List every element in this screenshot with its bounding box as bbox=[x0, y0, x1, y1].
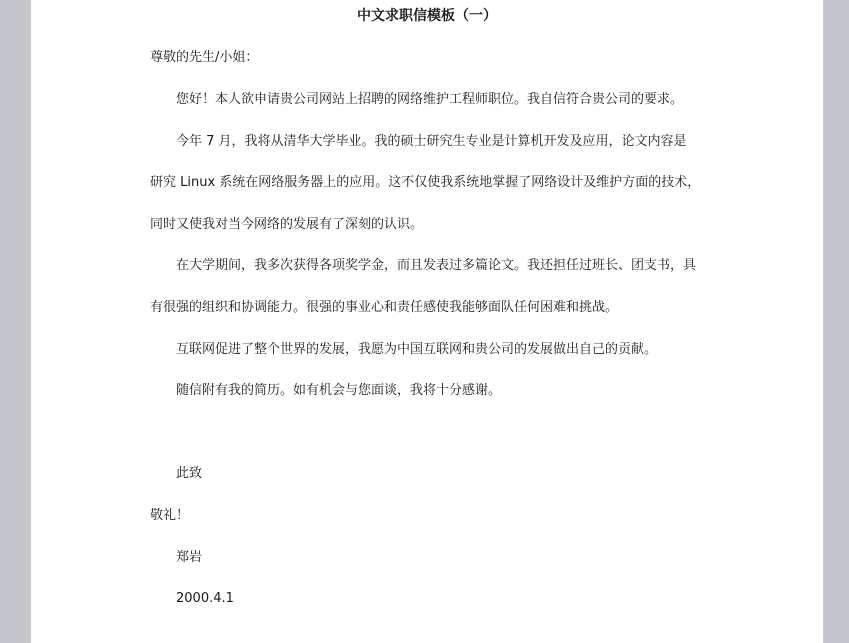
date: 2000.4.1 bbox=[176, 591, 234, 606]
paragraph-4-line-1: 互联网促进了整个世界的发展，我愿为中国互联网和贵公司的发展做出自己的贡献。 bbox=[176, 342, 658, 357]
paragraph-3-line-2: 有很强的组织和协调能力。很强的事业心和责任感使我能够面队任何困难和挑战。 bbox=[150, 300, 619, 315]
document-page[interactable] bbox=[31, 0, 823, 643]
closing-line: 此致 bbox=[176, 466, 203, 481]
paragraph-2-line-3: 同时又使我对当今网络的发展有了深刻的认识。 bbox=[150, 217, 424, 232]
paragraph-3-line-1: 在大学期间，我多次获得各项奖学金，而且发表过多篇论文。我还担任过班长、团支书，具 bbox=[176, 258, 697, 273]
document-title: 中文求职信模板（一） bbox=[357, 8, 497, 24]
regards-line: 敬礼！ bbox=[150, 508, 190, 523]
signature: 郑岩 bbox=[176, 550, 203, 565]
paragraph-1-line-1: 您好！本人欲申请贵公司网站上招聘的网络维护工程师职位。我自信符合贵公司的要求。 bbox=[176, 92, 684, 107]
paragraph-2-line-2: 研究 Linux 系统在网络服务器上的应用。这不仅使我系统地掌握了网络设计及维护方面的技术， bbox=[150, 175, 701, 190]
paragraph-2-line-1: 今年 7 月，我将从清华大学毕业。我的硕士研究生专业是计算机开发及应用，论文内容是 bbox=[176, 134, 687, 149]
paragraph-5-line-1: 随信附有我的简历。如有机会与您面谈，我将十分感谢。 bbox=[176, 383, 502, 398]
salutation: 尊敬的先生/小姐： bbox=[150, 50, 259, 65]
